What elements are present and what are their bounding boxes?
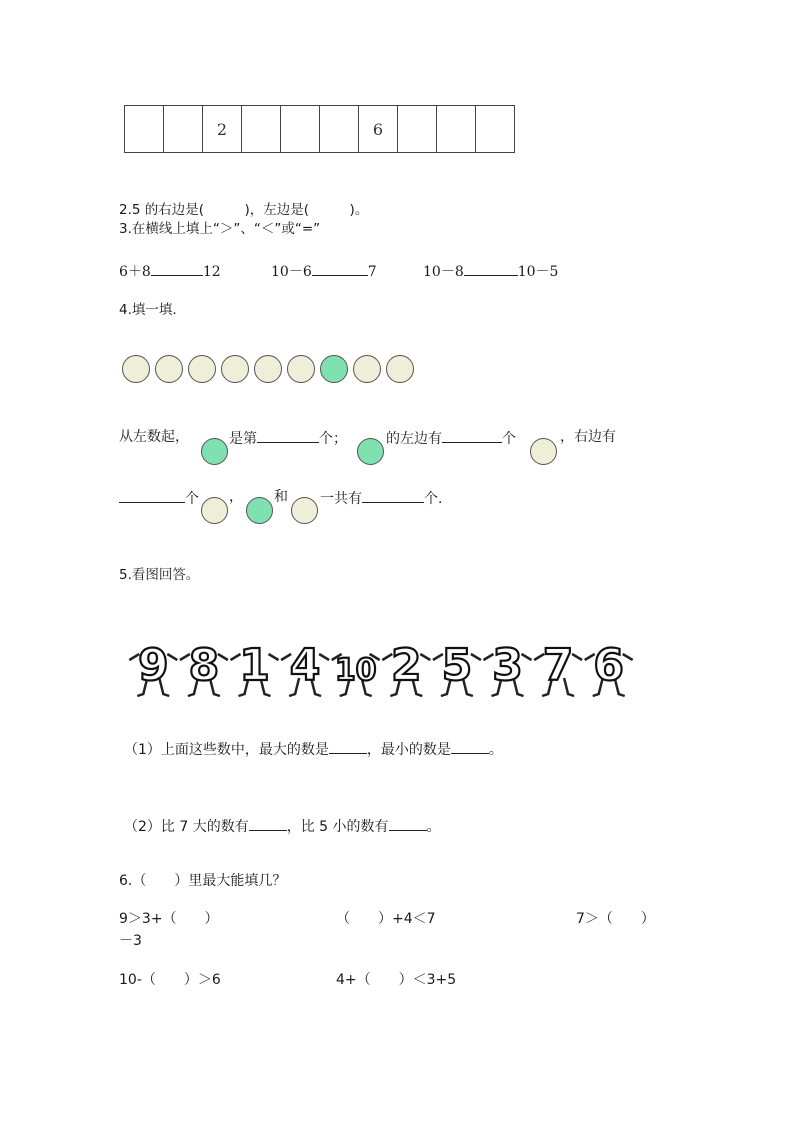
question-3-title: 3.在横线上填上“＞”、“＜”或“=” — [119, 221, 321, 237]
grid-cell[interactable] — [437, 106, 476, 153]
q3-item-3-right: 10－5 — [517, 264, 559, 280]
grid-cell: 2 — [203, 106, 242, 153]
figure-digit: 7 — [542, 640, 574, 691]
q6-expr-5: 4+（ ）＜3+5 — [336, 972, 457, 988]
figure-digit: 8 — [188, 640, 220, 691]
q6-expr-3-cont: －3 — [119, 933, 142, 949]
number-figure — [585, 640, 633, 696]
pale-circle — [287, 355, 315, 383]
pale-circle — [386, 355, 414, 383]
q5-smaller-blank[interactable] — [389, 817, 427, 831]
figure-digit: 6 — [593, 640, 625, 691]
figure-digit: 5 — [441, 640, 473, 691]
q4-left-text: 的左边有 — [386, 431, 442, 447]
number-figure — [231, 640, 279, 696]
q4-total-text: 一共有 — [320, 491, 362, 507]
q4-ordinal-blank[interactable] — [257, 429, 319, 443]
pale-circle — [353, 355, 381, 383]
figure-digit: 3 — [492, 640, 523, 691]
green-circle-marker — [201, 438, 228, 465]
number-figure — [281, 640, 329, 696]
q3-item-3 — [423, 262, 558, 280]
number-figure — [180, 640, 228, 696]
number-figure — [433, 640, 481, 696]
green-circle-marker-3 — [246, 497, 273, 524]
grid-cell[interactable] — [398, 106, 437, 153]
q3-item-2 — [271, 262, 377, 280]
q3-item-3-blank[interactable] — [464, 262, 518, 276]
grid-cell[interactable] — [125, 106, 164, 153]
q4-line2-start — [119, 489, 199, 507]
q4-and: 和 — [274, 489, 288, 505]
pale-circle-marker-3 — [291, 497, 318, 524]
grid-cell[interactable] — [320, 106, 359, 153]
grid-cell[interactable] — [281, 106, 320, 153]
q4-line1-start: 从左数起， — [119, 429, 189, 445]
q4-line1-left-label — [386, 429, 516, 447]
q5-sub2-text-a: （2）比 7 大的数有 — [124, 819, 249, 835]
q5-sub1-text-c: 。 — [488, 742, 503, 758]
q3-item-1-blank[interactable] — [151, 262, 203, 276]
pale-circle — [221, 355, 249, 383]
q5-sub1 — [124, 740, 503, 758]
q5-sub2-text-b: ，比 5 小的数有 — [286, 819, 389, 835]
q4-ordinal-text: 是第 — [229, 431, 257, 447]
question-6-title: 6.（ ）里最大能填几？ — [119, 873, 287, 889]
q6-expr-4: 10-（ ）＞6 — [119, 972, 221, 988]
pale-circle-marker — [530, 438, 557, 465]
figure-digit: 9 — [137, 640, 169, 691]
figure-digit: 2 — [390, 640, 422, 691]
question-4-title: 4.填一填. — [119, 302, 177, 318]
q5-sub1-text-a: （1）上面这些数中，最大的数是 — [124, 742, 329, 758]
q4-ge-text-4: 个. — [424, 491, 443, 507]
q5-bigger-blank[interactable] — [249, 817, 287, 831]
q4-total-label — [320, 489, 442, 507]
pale-circle — [122, 355, 150, 383]
figure-digit: 10 — [334, 653, 377, 688]
q6-expr-3: 7＞（ ） — [576, 911, 655, 927]
q6-expr-1: 9＞3+（ ） — [119, 911, 219, 927]
q3-item-1-left: 6＋8 — [119, 264, 151, 280]
grid-cell[interactable] — [242, 106, 281, 153]
number-grid-table — [124, 105, 515, 153]
grid-cell[interactable] — [476, 106, 515, 153]
number-figures-illustration — [128, 630, 634, 702]
pale-circle — [254, 355, 282, 383]
figure-digit: 4 — [289, 640, 321, 691]
green-circle-marker-2 — [357, 438, 384, 465]
q4-comma: ， — [229, 489, 243, 505]
grid-cell: 6 — [359, 106, 398, 153]
q3-item-2-left: 10－6 — [271, 264, 312, 280]
number-figure — [484, 640, 532, 696]
number-figure — [534, 640, 582, 696]
pale-circle-marker-2 — [201, 497, 228, 524]
q4-ge-text-3: 个 — [185, 491, 199, 507]
q3-item-2-right: 7 — [367, 264, 377, 280]
q3-item-1-right: 12 — [202, 264, 221, 280]
q4-ge-text: 个； — [319, 431, 347, 447]
q5-sub2 — [124, 817, 441, 835]
q4-total-blank[interactable] — [362, 489, 424, 503]
q4-line1-ordinal-label — [229, 429, 347, 447]
pale-circle — [188, 355, 216, 383]
q3-item-1 — [119, 262, 221, 280]
number-grid — [124, 105, 515, 153]
q5-min-blank[interactable] — [451, 740, 489, 754]
figure-digit: 1 — [239, 640, 270, 691]
q4-ge-text-2: 个 — [502, 431, 516, 447]
q5-max-blank[interactable] — [329, 740, 367, 754]
q4-line1-right-label: ，右边有 — [560, 429, 616, 445]
q4-left-blank[interactable] — [442, 429, 502, 443]
green-circle — [320, 355, 348, 383]
number-figure — [382, 640, 430, 696]
q5-sub2-text-c: 。 — [426, 819, 441, 835]
q5-sub1-text-b: ，最小的数是 — [366, 742, 451, 758]
q3-item-2-blank[interactable] — [312, 262, 368, 276]
q3-item-3-left: 10－8 — [423, 264, 464, 280]
question-5-title: 5.看图回答。 — [119, 567, 200, 583]
number-figure — [129, 640, 177, 696]
grid-cell[interactable] — [164, 106, 203, 153]
pale-circle — [155, 355, 183, 383]
q6-expr-2: （ ）+4＜7 — [336, 911, 436, 927]
number-figure — [332, 653, 380, 696]
q4-right-blank[interactable] — [119, 489, 185, 503]
question-2: 2.5 的右边是( )，左边是( )。 — [119, 202, 369, 218]
